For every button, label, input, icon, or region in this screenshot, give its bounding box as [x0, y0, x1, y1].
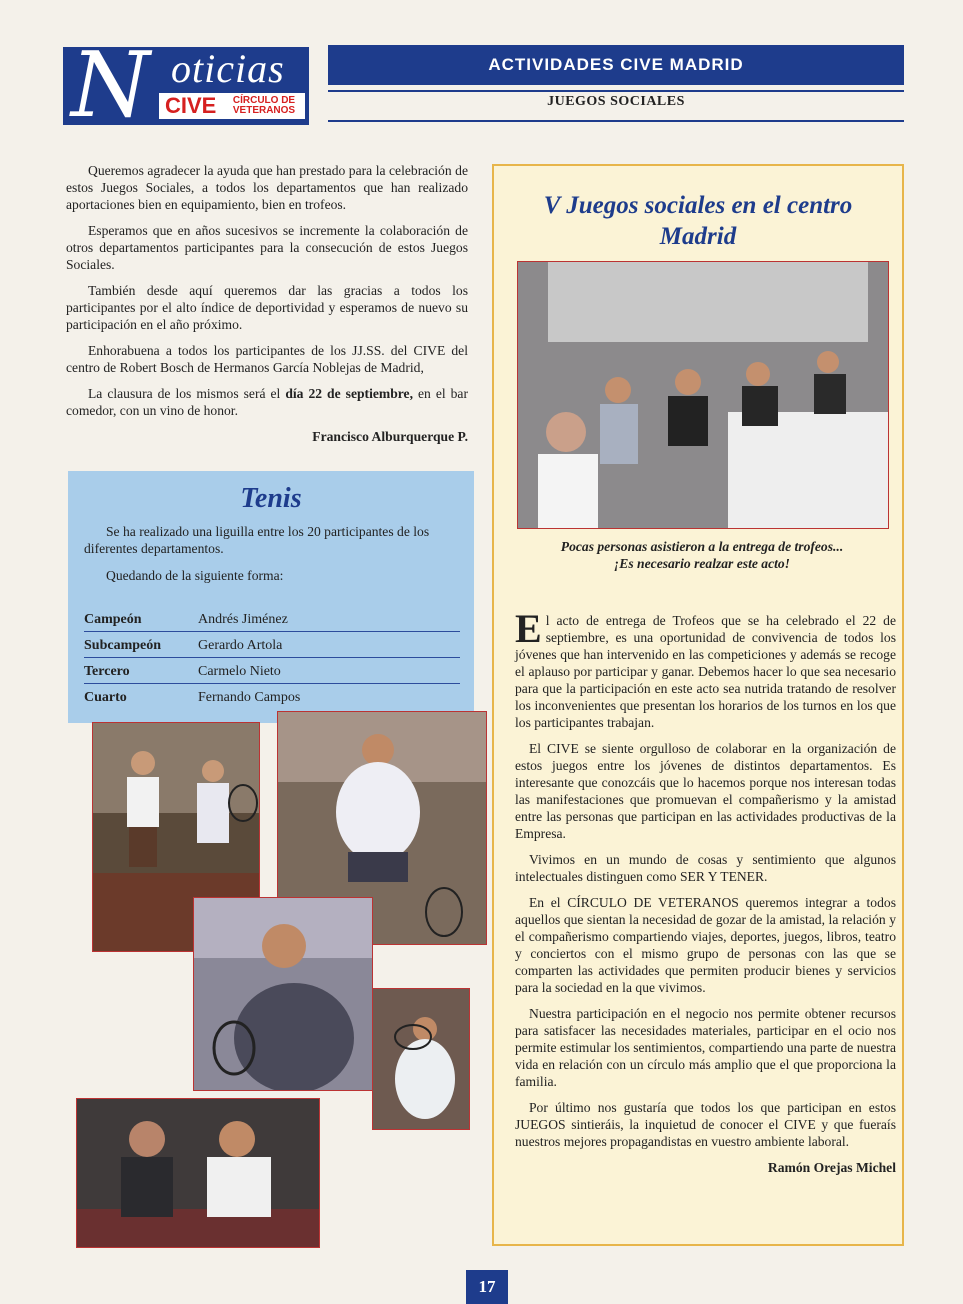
noticias-logo: [63, 33, 309, 138]
caption-line2: ¡Es necesario realzar este acto!: [614, 556, 790, 571]
banner-rule-top: [328, 90, 904, 92]
tenis-box: [68, 471, 474, 723]
closing-after: en el bar comedor, con un vino de honor.: [66, 386, 468, 418]
left-paragraph: Queremos agradecer la ayuda que han prestado para la celebración de estos Juegos Sociales, a todos los departamentos que han realizado aportaciones bien en equipamiento, bien en trofeos.: [66, 163, 468, 212]
left-paragraph: Enhorabuena a todos los participantes de los JJ.SS. del CIVE del centro de Robert Bosch de Hermanos García Noblejas de Madrid,: [66, 343, 468, 375]
result-name: Gerardo Artola: [198, 638, 283, 653]
article-text: [515, 606, 896, 1185]
logo-circulo-line2: VETERANOS: [232, 105, 296, 116]
logo-word: oticias: [171, 46, 285, 91]
left-paragraph: Esperamos que en años sucesivos se incremente la colaboración de otros departamentos participantes para la consecución de estos Juegos Sociales.: [66, 223, 468, 272]
result-row: [84, 685, 460, 709]
logo-cive: CIVE: [165, 93, 217, 118]
caption-line1: Pocas personas asistieron a la entrega de trofeos...: [560, 539, 844, 554]
closing-before: La clausura de los mismos será el: [88, 386, 286, 401]
photo-awards-ceremony: [517, 261, 889, 529]
left-paragraph: También desde aquí queremos dar las gracias a todos los participantes por el alto índice de deportividad y esperamos de nuevo su participación en el año próximo.: [66, 283, 468, 332]
left-signature: Francisco Alburquerque P.: [312, 429, 468, 444]
photo-caption: [516, 538, 888, 572]
closing-date: día 22 de septiembre,: [285, 386, 413, 401]
article-first-paragraph: [515, 606, 896, 731]
logo-circulo-line1: CÍRCULO DE: [232, 95, 296, 106]
article-paragraph: Por último nos gustaría que todos los que participan en estos JUEGOS sintieráis, la inquietud de conocer el CIVE y que fueraís nuestros mejores propagandistas en vuestro ambiente laboral.: [515, 1100, 896, 1149]
photo-tennis-backhand: [372, 988, 470, 1130]
result-position: Campeón: [84, 612, 142, 627]
closing-paragraph: [66, 385, 468, 419]
photo-tennis-player-closeup: [193, 897, 373, 1091]
first-paragraph-text: l acto de entrega de Trofeos que se ha celebrado el 22 de septiembre, es una oportunidad de convivencia de todos los jóvenes que han intervenido en las competiciones y además se recoge el aplauso por participar y ganar. Debemos hacer lo que sea necesario para que la participación en este acto sea nutrida tratando de resolver los inconvenientes que presentan los horarios de los turnos en los que los participantes trabajan.: [515, 613, 896, 730]
result-name: Fernando Campos: [198, 690, 301, 705]
section-subtitle: JUEGOS SOCIALES: [547, 94, 685, 109]
article-paragraph: El CIVE se siente orgulloso de colaborar en la organización de estos juegos entre los jóvenes de distintos departamentos. Es interesante que conozcáis que lo hacemos porque nos interesan todas las manifestaciones que promuevan el compañerismo y la amistad entre las personas que participan en las actividades productivas de la Empresa.: [515, 741, 896, 841]
result-row: [84, 607, 460, 632]
result-position: Cuarto: [84, 690, 127, 705]
logo-initial: N: [71, 33, 150, 138]
tenis-intro2: Quedando de la siguiente forma:: [106, 568, 284, 583]
result-row: [84, 659, 460, 684]
result-position: Subcampeón: [84, 638, 162, 653]
logo-cive-box: [159, 93, 305, 119]
article-paragraph: Nuestra participación en el negocio nos permite obtener recursos para satisfacer las necesidades materiales, participar en el ocio nos permite estimular los sentimientos, compartiendo una parte de nuestra vida en relación con un círculo más amplio que el que proporciona la familia.: [515, 1006, 896, 1089]
tenis-title: Tenis: [240, 483, 302, 514]
tenis-intro: Se ha realizado una liguilla entre los 20 participantes de los diferentes departamentos.: [84, 524, 430, 556]
article-title: V Juegos sociales en el centro Madrid: [543, 192, 853, 250]
photo-tennis-group: [76, 1098, 320, 1248]
result-name: Andrés Jiménez: [198, 612, 288, 627]
article-signature: Ramón Orejas Michel: [767, 1160, 896, 1175]
article-paragraph: En el CÍRCULO DE VETERANOS queremos integrar a todos aquellos que sientan la necesidad de gozar de la amistad, la relación y el compañerismo compartiendo viajes, deportes, juegos, libros, teatro y conciertos con el mismo grupo de personas con las que se comparten las actividades que permiten producir bienes y servicios para la sociedad en la que vivimos.: [515, 895, 896, 995]
section-banner: ACTIVIDADES CIVE MADRID: [328, 45, 904, 85]
banner-rule-bottom: [328, 120, 904, 122]
result-position: Tercero: [84, 664, 130, 679]
result-row: [84, 633, 460, 658]
drop-cap: E: [515, 606, 542, 651]
logo-circulo: [227, 96, 301, 116]
result-name: Carmelo Nieto: [198, 664, 281, 679]
left-column-text: [66, 162, 468, 454]
page-number: 17: [466, 1270, 508, 1304]
article-paragraph: Vivimos en un mundo de cosas y sentimiento que algunos intelectuales distinguen como SER Y TENER.: [515, 852, 896, 884]
